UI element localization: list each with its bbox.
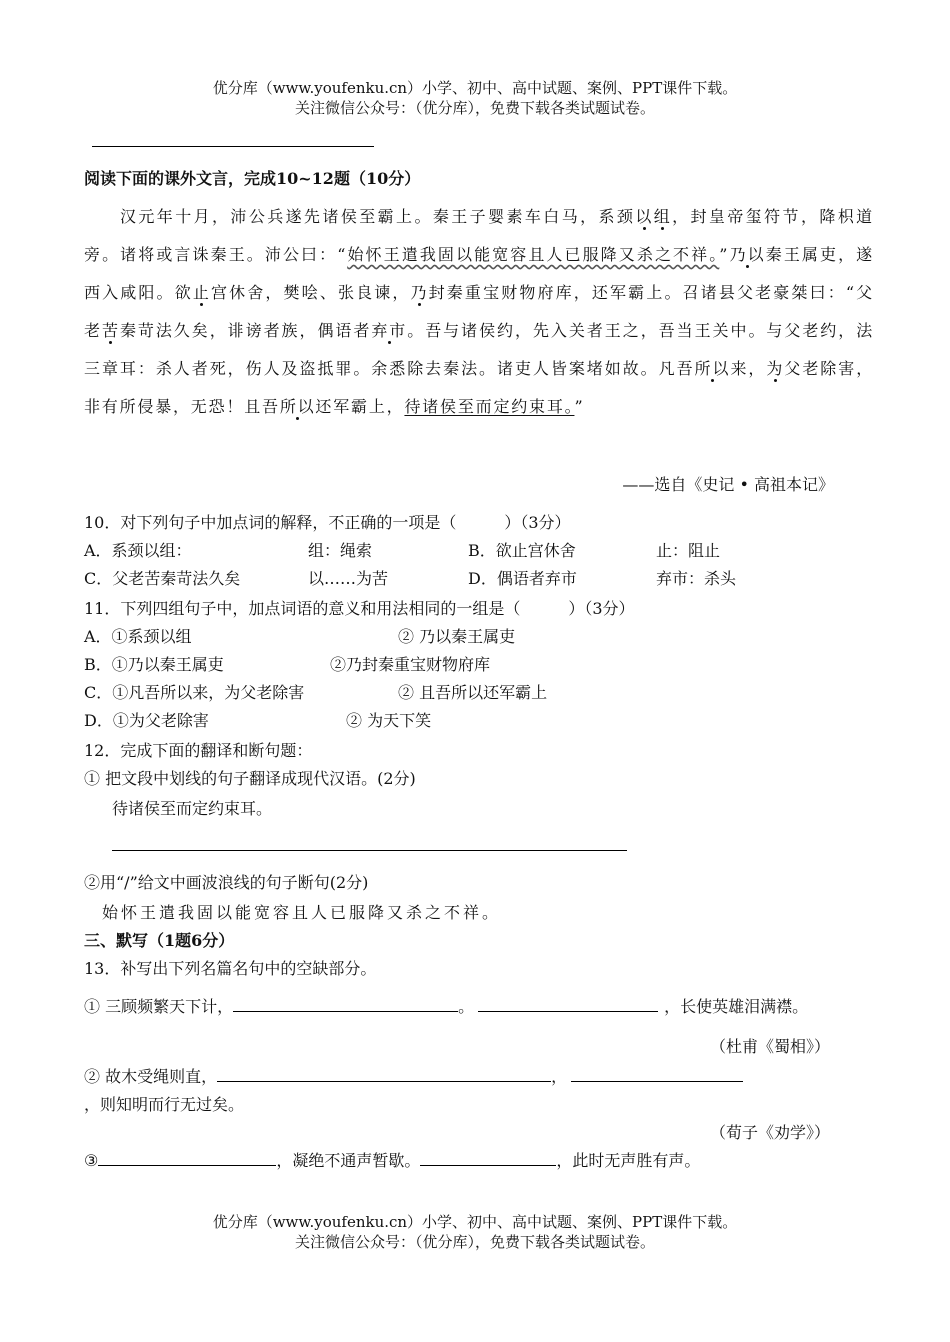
dotted-word: 乃	[410, 283, 429, 302]
passage-paragraph	[84, 198, 874, 426]
dictation-line-2	[84, 1066, 743, 1088]
q12-part-2: ②用“/”给文中画波浪线的句子断句(2分)	[84, 873, 369, 892]
dotted-word: 苦	[101, 321, 120, 340]
passage-text: ”	[574, 397, 585, 416]
dictation-line-2-continued: ，则知明而行无过矣。	[84, 1095, 245, 1114]
dictation-source-2: （荀子《劝学》）	[709, 1123, 830, 1142]
fill-blank[interactable]	[478, 997, 658, 1012]
dotted-word: 组	[653, 207, 673, 226]
q12-part-2-sentence: 始怀王遣我固以能宽容且人已服降又杀之不祥。	[102, 903, 502, 922]
q10-stem: 10．对下列句子中加点词的解释，不正确的一项是（ ）（3分）	[84, 513, 571, 532]
dictation-source-1: （杜甫《蜀相》）	[709, 1037, 830, 1056]
dotted-word: 为	[766, 359, 785, 378]
q12-part-1: ① 把文段中划线的句子翻译成现代汉语。(2分)	[84, 769, 416, 788]
dictation-text: ，	[551, 1067, 568, 1086]
passage-text: 。吾与诸侯约，先入关者王之，吾当王关中。与父老约，法三章耳：杀人者死，伤人及盗抵罪。余悉除去秦法。诸吏人皆案堵如故。凡吾	[84, 321, 874, 378]
passage-text: 封秦重宝财物府库，还军霸上。召诸县父老豪桀曰：“父老	[84, 283, 874, 340]
dotted-word: 止	[192, 283, 211, 302]
passage-text: 宫休舍，樊哙、张良谏，	[210, 283, 411, 302]
passage-source: ——选自《史记 • 高祖本记》	[622, 475, 834, 494]
q10-option-c: C．父老苦秦苛法久矣	[84, 569, 241, 588]
section-title: 阅读下面的课外文言，完成10~12题（10分）	[84, 169, 421, 188]
section-3-title: 三、默写（1题6分）	[84, 931, 235, 950]
q11-option-a-2: ② 乃以秦王属吏	[398, 627, 516, 646]
footer-line-2: 关注微信公众号：（优分库），免费下载各类试题试卷。	[294, 1233, 655, 1251]
dotted-word: 所以	[694, 359, 731, 378]
dictation-text: ① 三顾频繁天下计，	[84, 997, 234, 1016]
q12-part-1-sentence: 待诸侯至而定约束耳。	[112, 799, 273, 818]
dictation-text: ，长使英雄泪满襟。	[664, 997, 809, 1016]
q11-option-c-2: ② 且吾所以还军霸上	[398, 683, 548, 702]
answer-line[interactable]	[112, 850, 627, 851]
passage-text: 秦苛法久矣，诽谤者族，偶语者	[119, 321, 372, 340]
passage-text: ”	[719, 245, 730, 264]
dictation-text: ② 故木受绳则直，	[84, 1067, 218, 1086]
dotted-word: 所以	[279, 397, 316, 416]
q11-option-c-1: C．①凡吾所以来，为父老除害	[84, 683, 305, 702]
q11-option-b-1: B．①乃以秦王属吏	[84, 655, 224, 674]
classical-passage	[84, 198, 874, 426]
header-line-1: 优分库（www.youfenku.cn）小学、初中、高中试题、案例、PPT课件下载。	[212, 79, 738, 97]
passage-text: 还军霸上，	[315, 397, 405, 416]
q10-option-d: D．偶语者弃市	[468, 569, 577, 588]
q11-stem: 11．下列四组句子中，加点词语的意义和用法相同的一组是（ ）（3分）	[84, 599, 635, 618]
q12-stem: 12．完成下面的翻译和断句题：	[84, 741, 313, 760]
q10-option-b: B．欲止宫休舍	[468, 541, 576, 560]
wavy-underlined-sentence: 始怀王遣我固以能宽容且人已服降又杀之不祥。	[347, 245, 720, 264]
dictation-text: ③	[84, 1151, 99, 1170]
fill-blank[interactable]	[98, 1151, 276, 1166]
footer-line-1: 优分库（www.youfenku.cn）小学、初中、高中试题、案例、PPT课件下载。	[212, 1213, 738, 1231]
q10-option-a	[84, 540, 192, 562]
dotted-word: 以	[635, 207, 654, 226]
q11-option-a-1: A．①系颈以组	[84, 627, 192, 646]
q11-option-d-2: ② 为天下笑	[346, 711, 432, 730]
header-rule	[92, 146, 374, 147]
dotted-word: 弃市	[371, 321, 408, 340]
q10-option-b-explanation: 止：阻止	[656, 541, 721, 560]
fill-blank[interactable]	[420, 1151, 556, 1166]
dictation-line-1	[84, 996, 808, 1018]
dotted-word: 乃以	[729, 245, 766, 264]
passage-text: 来，	[730, 359, 767, 378]
q11-option-d-1: D．①为父老除害	[84, 711, 209, 730]
passage-text: 秦王属吏，遂西入咸阳。欲	[84, 245, 874, 302]
fill-blank[interactable]	[571, 1067, 743, 1082]
passage-text: 汉元年十月，沛公兵遂先诸侯至霸上。秦王子婴素车白马，系颈	[120, 207, 636, 226]
fill-blank[interactable]	[233, 997, 458, 1012]
page-footer	[0, 1212, 950, 1252]
dictation-text: ，凝绝不通声暂歇。	[276, 1151, 421, 1170]
q11-option-b-2: ②乃封秦重宝财物府库	[330, 655, 491, 674]
q10-option-c-explanation: 以……为苦	[308, 569, 389, 588]
dictation-line-3	[84, 1150, 700, 1172]
dictation-text: 。	[458, 997, 475, 1016]
q10-option-a-explanation: 组：绳索	[308, 541, 373, 560]
q13-stem: 13．补写出下列名篇名句中的空缺部分。	[84, 959, 377, 978]
q10-option-d-explanation: 弃市：杀头	[656, 569, 737, 588]
header-line-2: 关注微信公众号：（优分库），免费下载各类试题试卷。	[294, 99, 655, 117]
passage-text: ，封皇帝玺符节，降枳道旁。诸将或言诛秦王。沛公曰：“	[84, 207, 874, 264]
option-text: A．系颈以组：	[84, 541, 192, 560]
dictation-text: ，此时无声胜有声。	[556, 1151, 701, 1170]
fill-blank[interactable]	[217, 1067, 551, 1082]
page-header	[0, 78, 950, 118]
passage-text: 父老除害，非有所侵暴，无恐！且吾	[84, 359, 874, 416]
underlined-sentence: 待诸侯至而定约束耳。	[404, 397, 575, 416]
